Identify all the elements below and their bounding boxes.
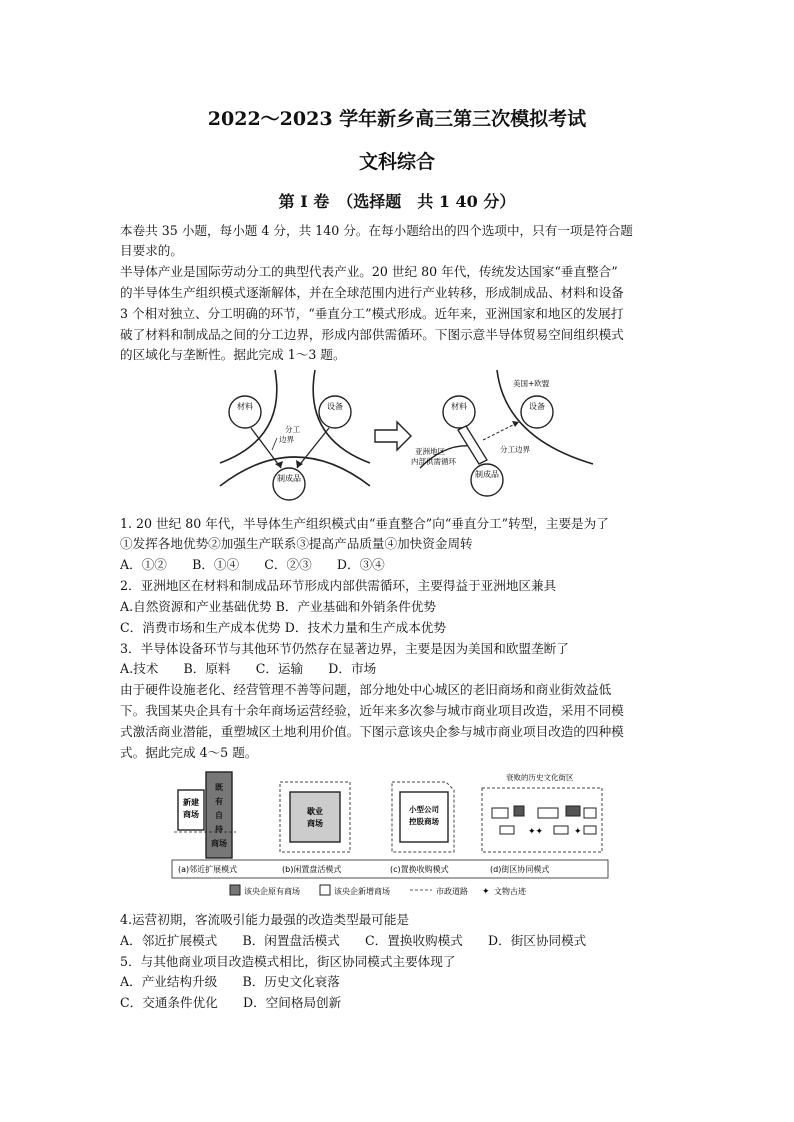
- intro-line: 本卷共 35 小题，每小题 4 分，共 140 分。在每小题给出的四个选项中，只有一项是符合题: [120, 223, 633, 238]
- passage-line: 的半导体生产组织模式逐渐解体，并在全球范围内进行产业转移，形成制成品、材料和设备: [120, 285, 624, 300]
- exam-title: 2022～2023 学年新乡高三第三次模拟考试: [207, 108, 587, 130]
- question-1-options: A．①② B．①④ C．②③ D．③④: [120, 557, 385, 572]
- svg-text:材料: 材料: [237, 402, 253, 411]
- svg-text:既: 既: [215, 783, 223, 792]
- svg-text:该央企新增商场: 该央企新增商场: [334, 887, 390, 896]
- svg-text:商场: 商场: [183, 810, 199, 819]
- material-node: [229, 396, 261, 428]
- question-3-stem: 3．半导体设备环节与其他环节仍然存在显著边界，主要是因为美国和欧盟垄断了: [120, 641, 569, 656]
- svg-text:自: 自: [215, 811, 223, 820]
- figure-semiconductor-model: [215, 368, 595, 508]
- question-5-options: A．产业结构升级 B．历史文化衰落: [120, 974, 340, 989]
- idle-mall: [290, 792, 340, 842]
- street-block: [566, 806, 580, 816]
- svg-text:市政道路: 市政道路: [436, 887, 468, 896]
- svg-text:该央企原有商场: 该央企原有商场: [244, 887, 300, 896]
- svg-text:(a)邻近扩展模式: (a)邻近扩展模式: [178, 865, 238, 874]
- passage-line: 式。据此完成 4～5 题。: [120, 745, 258, 760]
- legend-original-swatch: [230, 885, 240, 895]
- street-block: [500, 826, 514, 834]
- material-node: [443, 396, 475, 428]
- equipment-node: [521, 396, 553, 428]
- svg-text:制成品: 制成品: [277, 474, 301, 483]
- svg-text:美国+欧盟: 美国+欧盟: [513, 379, 550, 388]
- svg-text:控股商场: 控股商场: [409, 817, 439, 826]
- svg-text:文物古迹: 文物古迹: [494, 887, 526, 896]
- question-5-options: C．交通条件优化 D．空间格局创新: [120, 995, 342, 1010]
- svg-text:边界: 边界: [279, 435, 294, 444]
- street-block: [554, 826, 568, 834]
- svg-text:小型公司: 小型公司: [409, 805, 439, 814]
- svg-text:衰败的历史文化街区: 衰败的历史文化街区: [506, 773, 574, 782]
- svg-text:有: 有: [215, 797, 223, 806]
- passage-line: 3 个相对独立、分工明确的环节，“垂直分工”模式形成。近年来，亚洲国家和地区的发展打: [120, 306, 624, 321]
- passage-line: 下。我国某央企具有十余年商场运营经验，近年来多次参与城市商业项目改造，采用不同模: [120, 703, 624, 718]
- street-block: [584, 826, 596, 834]
- svg-text:(c)置换收购模式: (c)置换收购模式: [390, 865, 449, 874]
- svg-text:分工边界: 分工边界: [500, 445, 530, 454]
- question-2-options: C．消费市场和生产成本优势 D．技术力量和生产成本优势: [120, 620, 446, 635]
- svg-text:歇业: 歇业: [307, 807, 323, 816]
- svg-text:亚洲地区: 亚洲地区: [415, 447, 445, 456]
- street-block: [538, 808, 558, 818]
- product-node: [471, 464, 503, 496]
- passage-line: 半导体产业是国际劳动分工的典型代表产业。20 世纪 80 年代，传统发达国家“垂直整合”: [120, 264, 618, 279]
- svg-text:分工: 分工: [285, 425, 300, 434]
- passage-line: 由于硬件设施老化、经营管理不善等问题，部分地处中心城区的老旧商场和商业街效益低: [120, 682, 612, 697]
- svg-text:新建: 新建: [183, 798, 199, 807]
- svg-text:材料: 材料: [451, 402, 467, 411]
- question-1-items: ①发挥各地优势②加强生产联系③提高产品质量④加快资金周转: [120, 536, 473, 551]
- street-block: [514, 806, 524, 816]
- question-1-stem: 1. 20 世纪 80 年代，半导体生产组织模式由“垂直整合”向“垂直分工”转型，主要是为了: [120, 516, 609, 531]
- svg-text:持: 持: [215, 825, 223, 834]
- legend-new-swatch: [320, 885, 330, 895]
- svg-text:商场: 商场: [307, 819, 323, 828]
- svg-text:✦: ✦: [574, 827, 582, 837]
- question-5-stem: 5．与其他商业项目改造模式相比，街区协同模式主要体现了: [120, 954, 456, 969]
- svg-text:设备: 设备: [327, 402, 343, 411]
- question-2-stem: 2．亚洲地区在材料和制成品环节形成内部供需循环，主要得益于亚洲地区兼具: [120, 578, 557, 593]
- svg-text:制成品: 制成品: [475, 470, 499, 479]
- question-4-options: A．邻近扩展模式 B．闲置盘活模式 C．置换收购模式 D．街区协同模式: [120, 933, 587, 948]
- figure-renovation-models: [170, 768, 610, 900]
- question-3-options: A.技术 B．原料 C．运输 D．市场: [120, 661, 377, 676]
- svg-text:(b)闲置盘活模式: (b)闲置盘活模式: [282, 865, 342, 874]
- svg-text:✦✦: ✦✦: [528, 827, 544, 837]
- passage-line: 式激活商业潜能，重塑城区土地利用价值。下图示意该央企参与城市商业项目改造的四种模: [120, 724, 624, 739]
- equipment-node: [319, 396, 351, 428]
- supply-loop: [458, 426, 487, 464]
- section-title: 第 I 卷 （选择题 共 1 40 分）: [278, 192, 516, 211]
- street-block: [584, 808, 596, 818]
- intro-line: 目要求的。: [120, 243, 183, 258]
- question-4-stem: 4.运营初期，客流吸引能力最强的改造类型最可能是: [120, 912, 410, 927]
- svg-text:设备: 设备: [529, 402, 545, 411]
- subject-title: 文科综合: [358, 151, 435, 173]
- product-node: [273, 468, 305, 500]
- question-2-options: A.自然资源和产业基础优势 B．产业基础和外销条件优势: [120, 599, 437, 614]
- street-block: [492, 808, 508, 818]
- svg-text:内部供需循环: 内部供需循环: [411, 457, 456, 466]
- passage-line: 破了材料和制成品之间的分工边界，形成内部供需循环。下图示意半导体贸易空间组织模式: [120, 327, 624, 342]
- svg-text:✦: ✦: [482, 887, 490, 897]
- svg-text:(d)街区协同模式: (d)街区协同模式: [490, 865, 550, 874]
- passage-line: 的区域化与垄断性。据此完成 1～3 题。: [120, 347, 346, 362]
- transition-arrow: [375, 422, 411, 450]
- svg-text:商场: 商场: [211, 839, 227, 848]
